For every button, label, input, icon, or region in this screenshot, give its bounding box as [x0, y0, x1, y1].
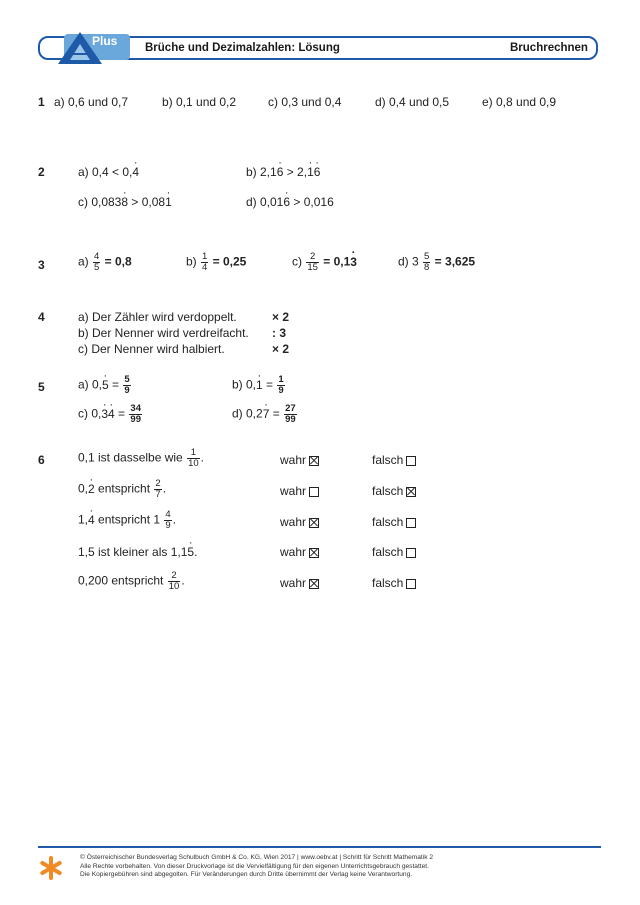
- task-1c: c) 0,3 und 0,4: [268, 95, 342, 109]
- publisher-star-icon: [38, 855, 64, 881]
- task-1a: a) 0,6 und 0,7: [54, 95, 129, 109]
- task-6-row-2-falsch[interactable]: falsch: [372, 484, 416, 498]
- task-5c: c) 0,3 ·4 · = $\frac{34}{99}$: [78, 404, 143, 425]
- task-6-row-4-wahr[interactable]: wahr: [280, 545, 319, 559]
- checkbox-checked-icon[interactable]: [309, 456, 319, 466]
- task-6-number: 6: [38, 453, 45, 467]
- checkbox-checked-icon[interactable]: [309, 518, 319, 528]
- task-5d: d) 0,27 · = $\frac{27}{99}$: [232, 404, 298, 425]
- task-6-statement-3: 1,4 · entspricht 1 $\frac{4}{9}$ .: [78, 510, 176, 531]
- task-5a: a) 0,5 · = $\frac{5}{9}$: [78, 375, 132, 396]
- task-6-row-5-falsch[interactable]: falsch: [372, 576, 416, 590]
- task-2a: a) 0,4 < 0,4 ·: [78, 165, 139, 179]
- checkbox-checked-icon[interactable]: [309, 548, 319, 558]
- task-2b: b) 2,16 · > 2,1 ·6 ·: [246, 165, 320, 179]
- task-4a-result: × 2: [272, 310, 290, 324]
- task-2-number: 2: [38, 165, 45, 179]
- task-2c: c) 0,0838 · > 0,081 ·: [78, 195, 172, 209]
- task-4-number: 4: [38, 310, 45, 324]
- topic-label: Bruchrechnen: [510, 42, 588, 54]
- task-6-statement-2: 0,2 · entspricht $\frac{2}{7}$ .: [78, 479, 166, 500]
- task-6-statement-1: 0,1 ist dasselbe wie $\frac{1}{10}$ .: [78, 447, 204, 469]
- task-1-number: 1: [38, 95, 45, 109]
- task-1e: e) 0,8 und 0,9: [482, 95, 557, 109]
- footer-divider: [38, 846, 601, 848]
- task-3a: a) $\frac{4}{5}$ = 0,8: [78, 251, 132, 273]
- checkbox-empty-icon[interactable]: [406, 548, 416, 558]
- task-4c-result: × 2: [272, 342, 290, 356]
- footer-copyright: © Österreichischer Bundesverlag Schulbuch GmbH & Co. KG, Wien 2017 | www.oebv.at | Schritt für Schritt Mathematik 2 Alle Rechte vorbehalten. Von dieser Druckvorlage ist die Vervielfältigung für den eigenen Unterrichtsgebrauch gestattet. Die Kopiergebühren sind abgegolten. Für Veränderungen durch Dritte übernimmt der Verlag keine Verantwortung.: [80, 854, 434, 879]
- task-6-row-4-falsch[interactable]: falsch: [372, 545, 416, 559]
- checkbox-empty-icon[interactable]: [406, 579, 416, 589]
- task-2d: d) 0,016 · > 0,016: [246, 195, 334, 209]
- task-3-number: 3: [38, 258, 45, 272]
- checkbox-empty-icon[interactable]: [309, 487, 319, 497]
- task-3d: d) 3 $\frac{5}{8}$ = 3,625: [398, 251, 476, 273]
- task-6-row-2-wahr[interactable]: wahr: [280, 484, 319, 498]
- page-title: Brüche und Dezimalzahlen: Lösung: [145, 42, 340, 54]
- task-6-statement-4: 1,5 ist kleiner als 1,15 ·.: [78, 545, 197, 559]
- checkbox-checked-icon[interactable]: [406, 487, 416, 497]
- task-4b-result: : 3: [272, 326, 287, 340]
- task-6-row-5-wahr[interactable]: wahr: [280, 576, 319, 590]
- task-6-row-3-falsch[interactable]: falsch: [372, 515, 416, 529]
- task-4a: a) Der Zähler wird verdoppelt.: [78, 310, 237, 324]
- task-5-number: 5: [38, 380, 45, 394]
- task-1d: d) 0,4 und 0,5: [375, 95, 450, 109]
- task-5b: b) 0,1 · = $\frac{1}{9}$: [232, 375, 286, 396]
- task-4c: c) Der Nenner wird halbiert.: [78, 342, 225, 356]
- logo-text: Plus: [92, 34, 118, 48]
- checkbox-checked-icon[interactable]: [309, 579, 319, 589]
- task-3c: c) $\frac{2}{15}$ = 0,13 ·: [292, 252, 357, 273]
- task-6-row-3-wahr[interactable]: wahr: [280, 515, 319, 529]
- task-6-row-1-falsch[interactable]: falsch: [372, 453, 416, 467]
- checkbox-empty-icon[interactable]: [406, 518, 416, 528]
- checkbox-empty-icon[interactable]: [406, 456, 416, 466]
- task-6-row-1-wahr[interactable]: wahr: [280, 453, 319, 467]
- task-1b: b) 0,1 und 0,2: [162, 95, 237, 109]
- task-6-statement-5: 0,200 entspricht $\frac{2}{10}$ .: [78, 570, 185, 592]
- task-3b: b) $\frac{1}{4}$ = 0,25: [186, 251, 247, 273]
- task-4b: b) Der Nenner wird verdreifacht.: [78, 326, 249, 340]
